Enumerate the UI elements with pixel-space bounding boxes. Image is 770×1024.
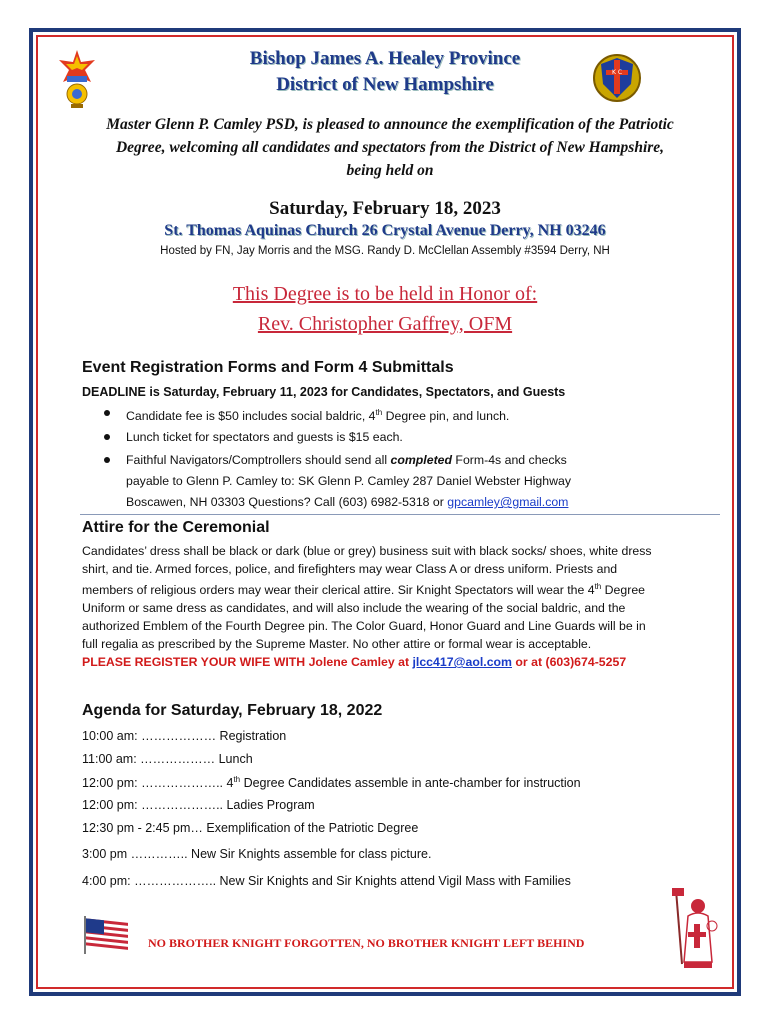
bullet-text-line3: Boscawen, NH 03303 Questions? Call (603) 6982-5318 or bbox=[126, 495, 448, 509]
attire-line: Uniform or same dress as candidates, and will also include the wearing of the social baldric, and the bbox=[82, 601, 626, 616]
attire-text: members of religious orders may wear their clerical attire. Sir Knight Spectators will wear the 4 bbox=[82, 583, 595, 598]
event-venue: St. Thomas Aquinas Church 26 Crystal Avenue Derry, NH 03246 bbox=[164, 222, 606, 239]
section-divider bbox=[80, 514, 720, 515]
american-flag-icon bbox=[82, 914, 130, 954]
agenda-text: 12:00 pm: ……………….. 4 bbox=[82, 776, 234, 791]
bullet-dot bbox=[104, 457, 110, 463]
attire-heading: Attire for the Ceremonial bbox=[82, 519, 270, 536]
attire-line: full regalia as prescribed by the Supreme Master. No other attire or formal wear is acceptable. bbox=[82, 637, 592, 652]
superscript: th bbox=[233, 775, 241, 784]
event-date: Saturday, February 18, 2023 bbox=[269, 198, 501, 219]
honor-heading: This Degree is to be held in Honor of: bbox=[232, 283, 538, 305]
footer-motto: NO BROTHER KNIGHT FORGOTTEN, NO BROTHER KNIGHT LEFT BEHIND bbox=[148, 936, 585, 950]
honoree-name: Rev. Christopher Gaffrey, OFM bbox=[257, 313, 513, 335]
agenda-item bbox=[82, 775, 581, 790]
attire-line: Candidates’ dress shall be black or dark (blue or grey) business suit with black socks/ shoes, white dress bbox=[82, 544, 652, 558]
bullet-text: Faithful Navigators/Comptrollers should send all bbox=[126, 453, 391, 467]
attire-paragraph bbox=[82, 542, 722, 671]
knight-figure-icon bbox=[664, 884, 724, 974]
registration-heading: Event Registration Forms and Form 4 Submittals bbox=[82, 359, 454, 376]
attire-line bbox=[82, 578, 722, 599]
hosted-by: Hosted by FN, Jay Morris and the MSG. Randy D. McClellan Assembly #3594 Derry, NH bbox=[160, 245, 610, 257]
agenda-item: 10:00 am: ……………… Registration bbox=[82, 729, 287, 743]
attire-text: Degree bbox=[601, 583, 645, 598]
bullet-candidate-fee bbox=[126, 404, 509, 425]
superscript: th bbox=[594, 582, 602, 591]
agenda-text: Degree Candidates assemble in ante-chamber for instruction bbox=[240, 776, 581, 791]
bullet-text: Form-4s and checks bbox=[452, 453, 567, 467]
note-text: or at (603)674-5257 bbox=[512, 655, 627, 670]
emphasis-completed: completed bbox=[390, 453, 453, 467]
email-link-jlcc417[interactable]: jlcc417@aol.com bbox=[412, 655, 512, 670]
attire-line: authorized Emblem of the Fourth Degree pin. The Color Guard, Honor Guard and Line Guards will be in bbox=[82, 619, 646, 634]
header-title-line2: District of New Hampshire bbox=[276, 74, 494, 95]
agenda-item: 12:00 pm: ……………….. Ladies Program bbox=[82, 798, 315, 812]
note-text: PLEASE REGISTER YOUR WIFE WITH Jolene Camley at bbox=[82, 655, 413, 670]
bullet-text: Candidate fee is $50 includes social baldric, 4 bbox=[126, 409, 376, 424]
attire-line: shirt, and tie. Armed forces, police, and firefighters may wear Class A or dress uniform. Priests and bbox=[82, 562, 618, 576]
bullet-form4 bbox=[126, 451, 686, 511]
header-title-line1: Bishop James A. Healey Province bbox=[249, 48, 521, 69]
bullet-text-line2: payable to Glenn P. Camley to: SK Glenn P. Camley 287 Daniel Webster Highway bbox=[126, 474, 571, 488]
agenda-item: 12:30 pm - 2:45 pm… Exemplification of the Patriotic Degree bbox=[82, 821, 419, 835]
bullet-text: Degree pin, and lunch. bbox=[382, 409, 510, 424]
email-link-gpcamley[interactable]: gpcamley@gmail.com bbox=[447, 495, 569, 509]
register-wife-note bbox=[82, 653, 722, 671]
bullet-dot bbox=[104, 434, 110, 440]
agenda-heading: Agenda for Saturday, February 18, 2022 bbox=[82, 702, 383, 719]
agenda-item: 4:00 pm: ……………….. New Sir Knights and Sir Knights attend Vigil Mass with Families bbox=[82, 874, 571, 888]
intro-paragraph: Master Glenn P. Camley PSD, is pleased to announce the exemplification of the Patriotic Degree, welcoming all candidates and spectators from the District of New Hampshire, being held on bbox=[106, 116, 674, 179]
agenda-item: 11:00 am: ……………… Lunch bbox=[82, 752, 253, 766]
svg-text:K C: K C bbox=[611, 69, 623, 76]
registration-deadline: DEADLINE is Saturday, February 11, 2023 for Candidates, Spectators, and Guests bbox=[82, 385, 566, 399]
bullet-dot bbox=[104, 410, 110, 416]
agenda-item: 3:00 pm ………….. New Sir Knights assemble for class picture. bbox=[82, 847, 432, 861]
bullet-lunch-ticket: Lunch ticket for spectators and guests is $15 each. bbox=[126, 430, 403, 444]
superscript: th bbox=[375, 408, 383, 417]
